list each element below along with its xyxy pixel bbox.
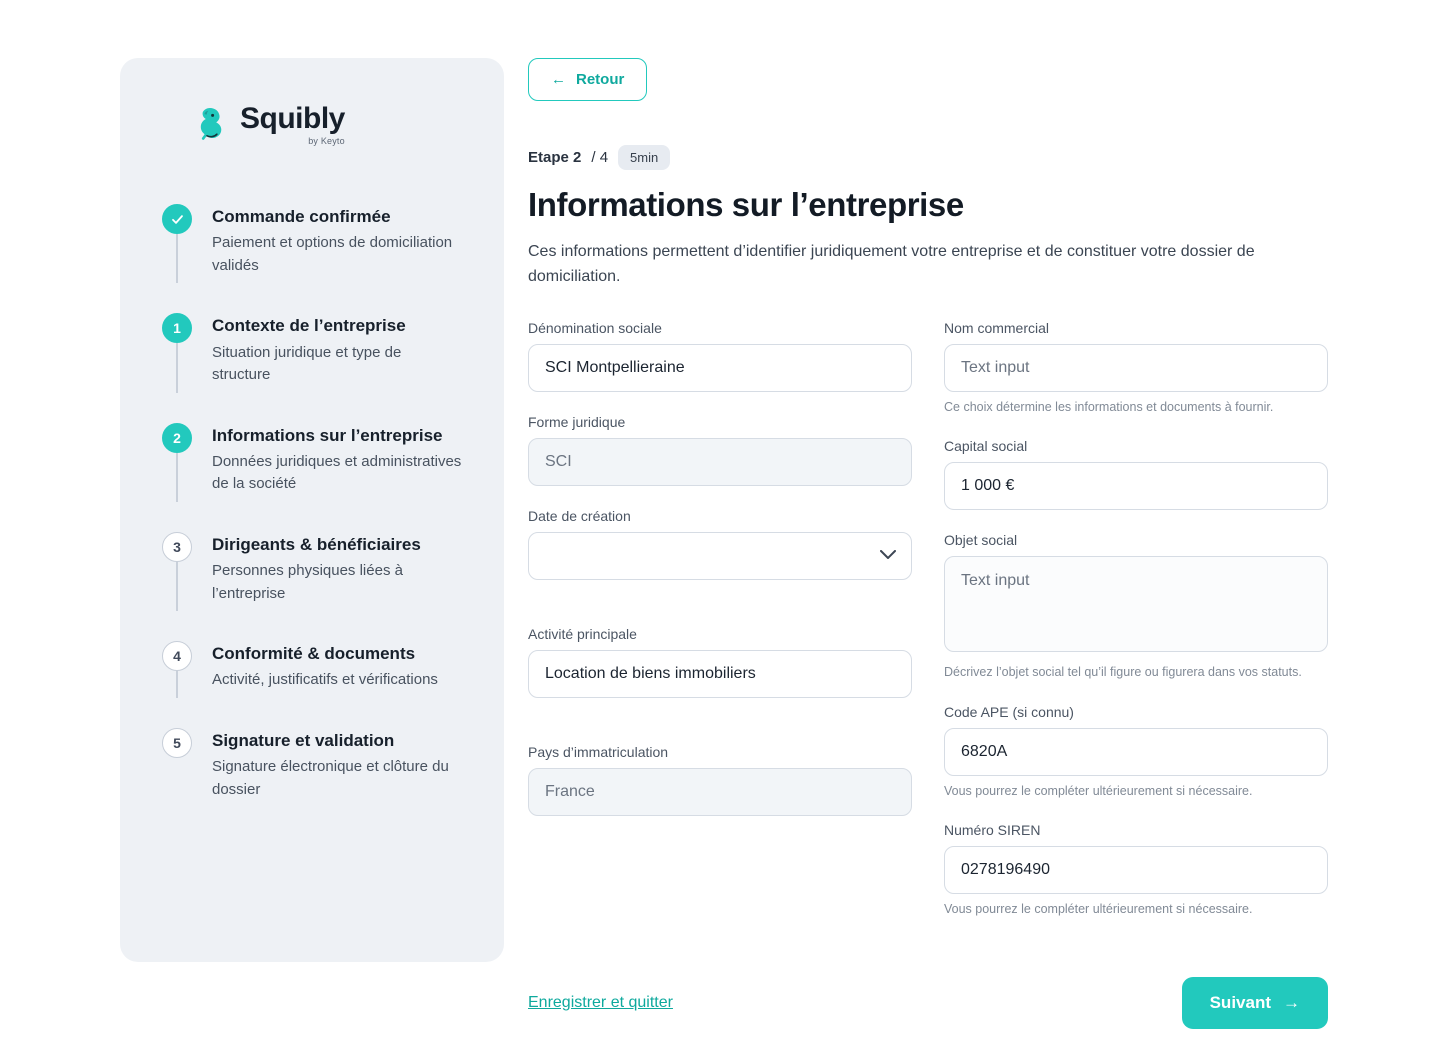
steps-list (160, 204, 464, 801)
step-marker-column (160, 641, 194, 692)
brand-wordmark (240, 104, 345, 146)
step-marker-column (160, 532, 194, 605)
date-creation-select-wrapper (528, 532, 912, 580)
step-description: Données juridiques et administratives de la société (212, 452, 462, 493)
step-title: Conformité & documents (212, 644, 416, 663)
step-title: Signature et validation (212, 730, 395, 750)
layout-spacer (528, 602, 912, 626)
squirrel-icon (190, 105, 230, 145)
field-objet-social (944, 532, 1328, 682)
nom-commercial-input[interactable] (944, 344, 1328, 392)
step-description: Activité, justificatifs et vérifications (212, 671, 438, 689)
brand-name: Squibly (240, 102, 345, 135)
arrow-right-icon: → (1283, 992, 1300, 1012)
step-marker-column (160, 313, 194, 386)
step-title: Dirigeants & bénéficiaires (212, 534, 421, 554)
step-marker-column (160, 423, 194, 496)
field-label: Forme juridique (528, 413, 626, 430)
step-bullet-number: 3 (162, 532, 192, 562)
form-column-right (944, 320, 1328, 941)
sidebar-step-commande-confirmee[interactable] (160, 204, 464, 313)
numero-siren-input[interactable] (944, 846, 1328, 894)
field-date-creation (528, 508, 912, 580)
step-connector (176, 343, 178, 392)
date-creation-select[interactable] (528, 532, 912, 580)
step-body (212, 423, 462, 496)
step-title: Contexte de l’entreprise (212, 316, 406, 336)
field-label: Numéro SIREN (944, 822, 1041, 839)
step-bullet-number: 2 (162, 423, 192, 453)
brand-logo (190, 104, 464, 146)
page-title: Informations sur l’entreprise (528, 186, 964, 223)
step-title: Informations sur l’entreprise (212, 425, 443, 445)
field-hint: Décrivez l’objet social tel qu’il figure ou figurera dans vos statuts. (944, 665, 1302, 680)
field-label: Date de création (528, 507, 631, 524)
field-capital-social (944, 438, 1328, 510)
field-hint: Ce choix détermine les informations et documents à fournir. (944, 399, 1274, 414)
field-nom-commercial (944, 320, 1328, 417)
field-numero-siren (944, 822, 1328, 919)
sidebar-step-signature-validation[interactable] (160, 728, 464, 801)
step-body (212, 641, 438, 692)
arrow-left-icon: ← (551, 71, 566, 88)
next-button-label: Suivant (1209, 992, 1271, 1012)
activite-principale-input[interactable] (528, 650, 912, 698)
step-body (212, 313, 462, 386)
form-column-left (528, 320, 912, 941)
brand-tagline: by Keyto (308, 136, 345, 146)
field-hint: Vous pourrez le compléter ultérieurement si nécessaire. (944, 783, 1253, 798)
denomination-sociale-input[interactable] (528, 344, 912, 392)
step-connector (176, 234, 178, 283)
layout-spacer (528, 720, 912, 744)
field-label: Code APE (si connu) (944, 703, 1074, 720)
step-body (212, 532, 462, 605)
field-hint: Vous pourrez le compléter ultérieurement si nécessaire. (944, 902, 1253, 917)
capital-social-input[interactable] (944, 462, 1328, 510)
step-indicator (528, 145, 1328, 170)
field-pays-immatriculation (528, 744, 912, 816)
step-bullet-number: 1 (162, 313, 192, 343)
pays-immatriculation-input[interactable] (528, 768, 912, 816)
step-bullet-number: 5 (162, 728, 192, 758)
field-label: Capital social (944, 438, 1028, 455)
forme-juridique-input[interactable] (528, 438, 912, 486)
save-and-quit-link[interactable]: Enregistrer et quitter (528, 993, 673, 1011)
step-description: Paiement et options de domiciliation validés (212, 234, 453, 274)
field-label: Objet social (944, 532, 1018, 549)
field-forme-juridique (528, 414, 912, 486)
field-denomination-sociale (528, 320, 912, 392)
step-bullet-number: 4 (162, 641, 192, 671)
step-marker-column (160, 728, 194, 801)
step-indicator-total: / 4 (591, 149, 609, 166)
sidebar-step-contexte-entreprise[interactable] (160, 313, 464, 422)
step-connector (176, 453, 178, 502)
field-label: Nom commercial (944, 319, 1050, 336)
objet-social-textarea[interactable] (944, 556, 1328, 652)
sidebar-step-dirigeants-beneficiaires[interactable] (160, 532, 464, 641)
step-bullet-done (162, 204, 192, 234)
code-ape-input[interactable] (944, 728, 1328, 776)
back-button[interactable] (528, 58, 647, 101)
step-connector (176, 671, 178, 698)
page-intro: Ces informations permettent d’identifier juridiquement votre entreprise et de constituer votre dossier de domiciliation. (528, 243, 1255, 285)
step-description: Signature électronique et clôture du dossier (212, 758, 449, 798)
step-indicator-current: Etape 2 (528, 149, 582, 166)
stepper-sidebar (120, 58, 504, 962)
field-code-ape (944, 704, 1328, 801)
field-label: Pays d’immatriculation (528, 743, 669, 760)
step-description: Situation juridique et type de structure (212, 343, 402, 383)
step-connector (176, 562, 178, 611)
step-description: Personnes physiques liées à l’entreprise (212, 562, 403, 602)
step-marker-column (160, 204, 194, 277)
next-button[interactable] (1182, 977, 1328, 1029)
main-content (528, 58, 1328, 1029)
field-label: Dénomination sociale (528, 319, 662, 336)
step-title: Commande confirmée (212, 207, 391, 226)
sidebar-step-conformite-documents[interactable] (160, 641, 464, 728)
step-body (212, 728, 462, 801)
duration-badge: 5min (618, 145, 670, 170)
step-body (212, 204, 462, 277)
sidebar-step-informations-entreprise[interactable] (160, 423, 464, 532)
form-footer (528, 977, 1328, 1029)
back-button-label: Retour (576, 71, 625, 88)
field-label: Activité principale (528, 625, 637, 642)
field-activite-principale (528, 626, 912, 698)
form-grid (528, 320, 1328, 941)
